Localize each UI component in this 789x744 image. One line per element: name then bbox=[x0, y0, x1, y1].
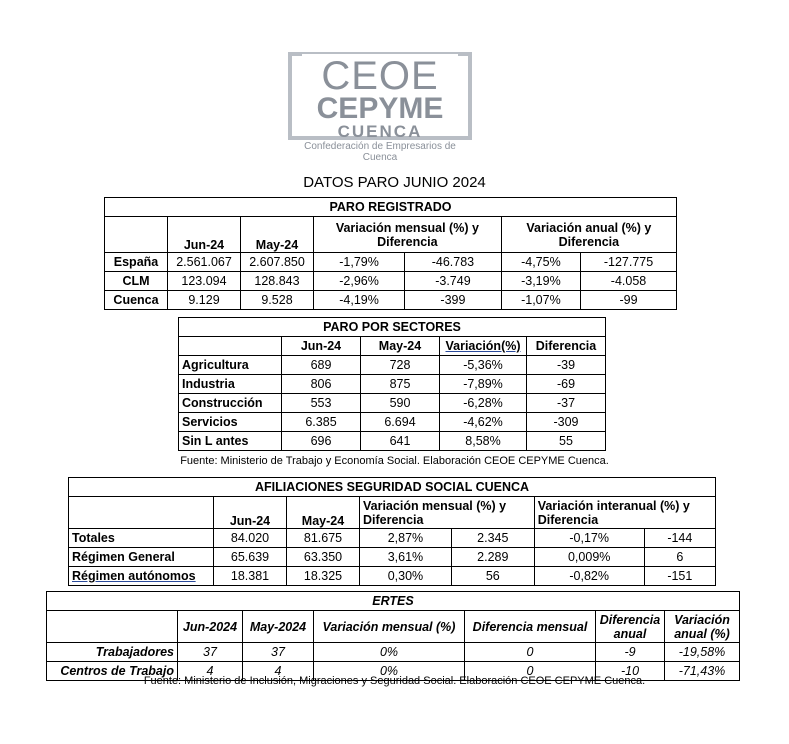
cell-dif: -39 bbox=[527, 356, 606, 375]
cell-dif-m: 56 bbox=[451, 567, 534, 586]
header-var-mensual: Variación mensual (%) y Diferencia bbox=[360, 497, 535, 529]
cell-var: -4,62% bbox=[440, 413, 527, 432]
cell-dif-a: -4.058 bbox=[581, 272, 677, 291]
cell-var-a: -4,75% bbox=[501, 253, 580, 272]
cell-var-m: -1,79% bbox=[314, 253, 405, 272]
row-label: Régimen autónomos bbox=[69, 567, 214, 586]
cell-may: 590 bbox=[361, 394, 440, 413]
cell-dif-m: -46.783 bbox=[405, 253, 502, 272]
header-jun: Jun-24 bbox=[168, 217, 241, 253]
row-label: Régimen General bbox=[69, 548, 214, 567]
cell-dif-a: -144 bbox=[644, 529, 715, 548]
cell-jun: 2.561.067 bbox=[168, 253, 241, 272]
row-label: Totales bbox=[69, 529, 214, 548]
row-label: Agricultura bbox=[179, 356, 282, 375]
logo-line2: CEPYME bbox=[316, 92, 444, 125]
cell-var-m: 0% bbox=[314, 643, 465, 662]
cell-dif-m: 0 bbox=[465, 643, 596, 662]
table-row bbox=[179, 413, 606, 432]
header-blank bbox=[69, 497, 214, 529]
cell-var: -6,28% bbox=[440, 394, 527, 413]
table-row bbox=[69, 567, 716, 586]
row-label: España bbox=[105, 253, 168, 272]
cell-dif: -309 bbox=[527, 413, 606, 432]
row-label: Sin L antes bbox=[179, 432, 282, 451]
cell-may: 81.675 bbox=[287, 529, 360, 548]
cell-may: 875 bbox=[361, 375, 440, 394]
cell-jun: 6.385 bbox=[282, 413, 361, 432]
cell-may: 128.843 bbox=[241, 272, 314, 291]
cell-var: 8,58% bbox=[440, 432, 527, 451]
logo-line1: CEOE bbox=[321, 54, 439, 98]
cell-may: 4 bbox=[243, 662, 314, 681]
cell-var-m: 2,87% bbox=[360, 529, 452, 548]
cell-jun: 18.381 bbox=[214, 567, 287, 586]
table-row bbox=[179, 394, 606, 413]
cell-dif-m: -399 bbox=[405, 291, 502, 310]
cell-dif-a: -151 bbox=[644, 567, 715, 586]
table-row bbox=[69, 548, 716, 567]
ertes-table bbox=[46, 591, 740, 681]
table-row bbox=[179, 356, 606, 375]
cell-var-a: -1,07% bbox=[501, 291, 580, 310]
cell-jun: 9.129 bbox=[168, 291, 241, 310]
cell-may: 2.607.850 bbox=[241, 253, 314, 272]
cell-may: 37 bbox=[243, 643, 314, 662]
cell-jun: 65.639 bbox=[214, 548, 287, 567]
header-may: May-24 bbox=[361, 337, 440, 356]
cell-var-a: -71,43% bbox=[665, 662, 740, 681]
cell-var: -5,36% bbox=[440, 356, 527, 375]
header-may: May-2024 bbox=[243, 611, 314, 643]
row-label: CLM bbox=[105, 272, 168, 291]
cell-var-a: -0,17% bbox=[534, 529, 644, 548]
header-var-interanual: Variación interanual (%) y Diferencia bbox=[534, 497, 715, 529]
row-label: Centros de Trabajo bbox=[47, 662, 178, 681]
header-jun: Jun-24 bbox=[214, 497, 287, 529]
header-blank bbox=[179, 337, 282, 356]
table-row bbox=[179, 375, 606, 394]
cell-dif-a: -10 bbox=[596, 662, 665, 681]
logo-line3: CUENCA bbox=[337, 122, 423, 141]
cell-dif: 55 bbox=[527, 432, 606, 451]
cell-dif-a: -9 bbox=[596, 643, 665, 662]
row-label: Industria bbox=[179, 375, 282, 394]
document-title: DATOS PARO JUNIO 2024 bbox=[303, 174, 486, 191]
cell-dif-m: 0 bbox=[465, 662, 596, 681]
cell-dif-a: 6 bbox=[644, 548, 715, 567]
table-row bbox=[105, 272, 677, 291]
header-jun: Jun-2024 bbox=[178, 611, 243, 643]
cell-var-a: 0,009% bbox=[534, 548, 644, 567]
cell-dif-m: -3.749 bbox=[405, 272, 502, 291]
cell-may: 63.350 bbox=[287, 548, 360, 567]
table-row bbox=[47, 643, 740, 662]
header-diferencia: Diferencia bbox=[527, 337, 606, 356]
header-dif-anual: Diferencia anual bbox=[596, 611, 665, 643]
cell-var-a: -0,82% bbox=[534, 567, 644, 586]
paro-registrado-table bbox=[104, 197, 677, 310]
table-row bbox=[179, 432, 606, 451]
cell-jun: 553 bbox=[282, 394, 361, 413]
cell-var-a: -3,19% bbox=[501, 272, 580, 291]
header-blank bbox=[105, 217, 168, 253]
ceoe-cepyme-logo bbox=[288, 52, 472, 140]
table-caption: AFILIACIONES SEGURIDAD SOCIAL CUENCA bbox=[69, 478, 716, 497]
row-label: Construcción bbox=[179, 394, 282, 413]
cell-jun: 4 bbox=[178, 662, 243, 681]
header-may: May-24 bbox=[287, 497, 360, 529]
cell-jun: 84.020 bbox=[214, 529, 287, 548]
paro-sectores-table bbox=[178, 317, 606, 451]
cell-may: 9.528 bbox=[241, 291, 314, 310]
cell-jun: 806 bbox=[282, 375, 361, 394]
afiliaciones-table bbox=[68, 477, 716, 586]
cell-may: 18.325 bbox=[287, 567, 360, 586]
cell-may: 641 bbox=[361, 432, 440, 451]
table-row bbox=[105, 253, 677, 272]
cell-var-m: 0,30% bbox=[360, 567, 452, 586]
header-blank bbox=[47, 611, 178, 643]
row-label: Trabajadores bbox=[47, 643, 178, 662]
cell-may: 728 bbox=[361, 356, 440, 375]
table-caption: ERTES bbox=[47, 592, 740, 611]
cell-jun: 123.094 bbox=[168, 272, 241, 291]
header-var-mensual: Variación mensual (%) y Diferencia bbox=[314, 217, 502, 253]
cell-jun: 689 bbox=[282, 356, 361, 375]
cell-dif: -69 bbox=[527, 375, 606, 394]
row-label: Servicios bbox=[179, 413, 282, 432]
cell-var-a: -19,58% bbox=[665, 643, 740, 662]
cell-var-m: -4,19% bbox=[314, 291, 405, 310]
header-dif-mensual: Diferencia mensual bbox=[465, 611, 596, 643]
cell-var-m: -2,96% bbox=[314, 272, 405, 291]
header-may: May-24 bbox=[241, 217, 314, 253]
header-jun: Jun-24 bbox=[282, 337, 361, 356]
logo-subtitle: Confederación de Empresarios de Cuenca bbox=[304, 141, 456, 163]
cell-dif-a: -127.775 bbox=[581, 253, 677, 272]
source-note-inclusion: Fuente: Ministerio de Inclusión, Migraciones y Seguridad Social. Elaboración CEOE CEPYME Cuenca. bbox=[143, 675, 646, 687]
table-caption: PARO REGISTRADO bbox=[105, 198, 677, 217]
header-var-mensual: Variación mensual (%) bbox=[314, 611, 465, 643]
cell-dif-a: -99 bbox=[581, 291, 677, 310]
cell-var: -7,89% bbox=[440, 375, 527, 394]
cell-jun: 37 bbox=[178, 643, 243, 662]
header-var-anual: Variación anual (%) bbox=[665, 611, 740, 643]
cell-may: 6.694 bbox=[361, 413, 440, 432]
cell-dif: -37 bbox=[527, 394, 606, 413]
header-variacion: Variación(%) bbox=[440, 337, 527, 356]
cell-jun: 696 bbox=[282, 432, 361, 451]
cell-dif-m: 2.345 bbox=[451, 529, 534, 548]
table-row bbox=[69, 529, 716, 548]
header-var-anual: Variación anual (%) y Diferencia bbox=[501, 217, 676, 253]
cell-var-m: 0% bbox=[314, 662, 465, 681]
source-note-trabajo: Fuente: Ministerio de Trabajo y Economía Social. Elaboración CEOE CEPYME Cuenca. bbox=[180, 455, 609, 467]
table-row bbox=[105, 291, 677, 310]
table-caption: PARO POR SECTORES bbox=[179, 318, 606, 337]
row-label: Cuenca bbox=[105, 291, 168, 310]
cell-var-m: 3,61% bbox=[360, 548, 452, 567]
cell-dif-m: 2.289 bbox=[451, 548, 534, 567]
